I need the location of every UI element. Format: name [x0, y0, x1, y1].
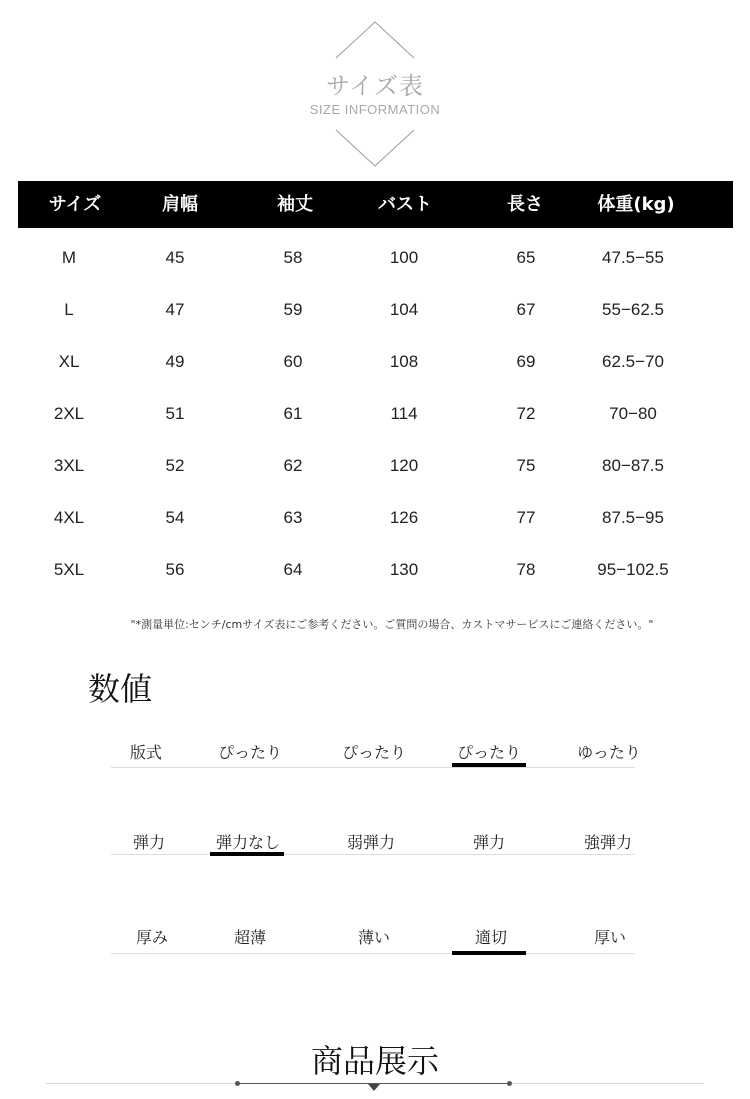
- cell-weight: 70−80: [609, 404, 657, 423]
- cell-length: 78: [516, 560, 536, 579]
- divider-dot: [235, 1081, 240, 1086]
- column-header-length: 長さ: [507, 194, 543, 215]
- cell-weight: 80−87.5: [602, 456, 664, 475]
- cell-shoulder: 52: [165, 456, 185, 475]
- size-table-header: [18, 181, 733, 228]
- cell-size: L: [64, 300, 74, 319]
- cell-size: 2XL: [53, 404, 85, 423]
- cell-size: 4XL: [53, 508, 85, 527]
- cell-bust: 108: [389, 352, 419, 371]
- product-display-title: 商品展示: [310, 1042, 439, 1080]
- cell-bust: 104: [389, 300, 419, 319]
- cell-sleeve: 58: [283, 248, 303, 267]
- cell-bust: 126: [389, 508, 419, 527]
- rating-option: ゆったり: [577, 743, 641, 762]
- cell-bust: 120: [389, 456, 419, 475]
- column-header-shoulder: 肩幅: [162, 194, 198, 215]
- rating-selection-bar: [452, 763, 526, 767]
- size-chart-title: サイズ表: [325, 72, 425, 100]
- cell-weight: 87.5−95: [602, 508, 664, 527]
- cell-shoulder: 45: [165, 248, 185, 267]
- cell-weight: 55−62.5: [602, 300, 664, 319]
- cell-length: 67: [516, 300, 536, 319]
- rating-selection-bar: [210, 852, 284, 856]
- rating-option-selected: 適切: [474, 928, 508, 947]
- cell-bust: 100: [389, 248, 419, 267]
- rating-option-selected: 弾力なし: [215, 833, 281, 852]
- rating-row-label-thickness: 厚み: [135, 928, 169, 947]
- cell-size: 3XL: [53, 456, 85, 475]
- column-header-bust: バスト: [378, 194, 432, 215]
- cell-length: 77: [516, 508, 536, 527]
- cell-sleeve: 63: [283, 508, 303, 527]
- cell-bust: 130: [389, 560, 419, 579]
- rating-option: 強弾力: [583, 833, 633, 852]
- cell-shoulder: 54: [165, 508, 185, 527]
- measurement-note: "*測量単位:センチ/cmサイズ表にご参考ください。ご質問の場合、カストマサービスにご連絡ください。": [130, 618, 654, 631]
- cell-length: 69: [516, 352, 536, 371]
- cell-size: 5XL: [53, 560, 85, 579]
- rating-option: 弾力: [472, 833, 506, 852]
- values-section-title: 数値: [88, 670, 153, 708]
- cell-shoulder: 49: [165, 352, 185, 371]
- divider-dot: [507, 1081, 512, 1086]
- size-chart-subtitle: SIZE INFORMATION: [309, 102, 441, 117]
- column-header-size: サイズ: [48, 194, 102, 215]
- rating-option: ぴったり: [217, 743, 283, 762]
- cell-size: XL: [58, 352, 80, 371]
- cell-shoulder: 47: [165, 300, 185, 319]
- cell-weight: 62.5−70: [602, 352, 664, 371]
- column-header-weight: 体重(kg): [597, 194, 675, 215]
- cell-sleeve: 59: [283, 300, 303, 319]
- cell-shoulder: 51: [165, 404, 185, 423]
- rating-selection-bar: [452, 951, 526, 955]
- rating-option-selected: ぴったり: [456, 743, 522, 762]
- rating-row-divider: [111, 767, 635, 768]
- rating-option: 厚い: [593, 928, 627, 947]
- rating-option: 薄い: [357, 928, 391, 947]
- cell-size: M: [61, 248, 77, 267]
- down-arrow-icon: [368, 1084, 380, 1091]
- cell-sleeve: 64: [283, 560, 303, 579]
- cell-sleeve: 62: [283, 456, 303, 475]
- rating-option: 超薄: [233, 928, 267, 947]
- cell-length: 72: [516, 404, 536, 423]
- rating-row-divider: [111, 854, 635, 855]
- cell-sleeve: 61: [283, 404, 303, 423]
- cell-length: 65: [516, 248, 536, 267]
- rating-row-divider: [111, 953, 635, 954]
- cell-weight: 47.5−55: [602, 248, 664, 267]
- column-header-sleeve: 袖丈: [277, 194, 313, 215]
- cell-weight: 95−102.5: [597, 560, 669, 579]
- cell-bust: 114: [390, 404, 418, 423]
- rating-option: ぴったり: [341, 743, 407, 762]
- rating-option: 弱弾力: [346, 833, 396, 852]
- cell-shoulder: 56: [165, 560, 185, 579]
- rating-row-label-fit: 版式: [129, 743, 163, 762]
- cell-length: 75: [516, 456, 536, 475]
- cell-sleeve: 60: [283, 352, 303, 371]
- rating-row-label-elasticity: 弾力: [132, 833, 166, 852]
